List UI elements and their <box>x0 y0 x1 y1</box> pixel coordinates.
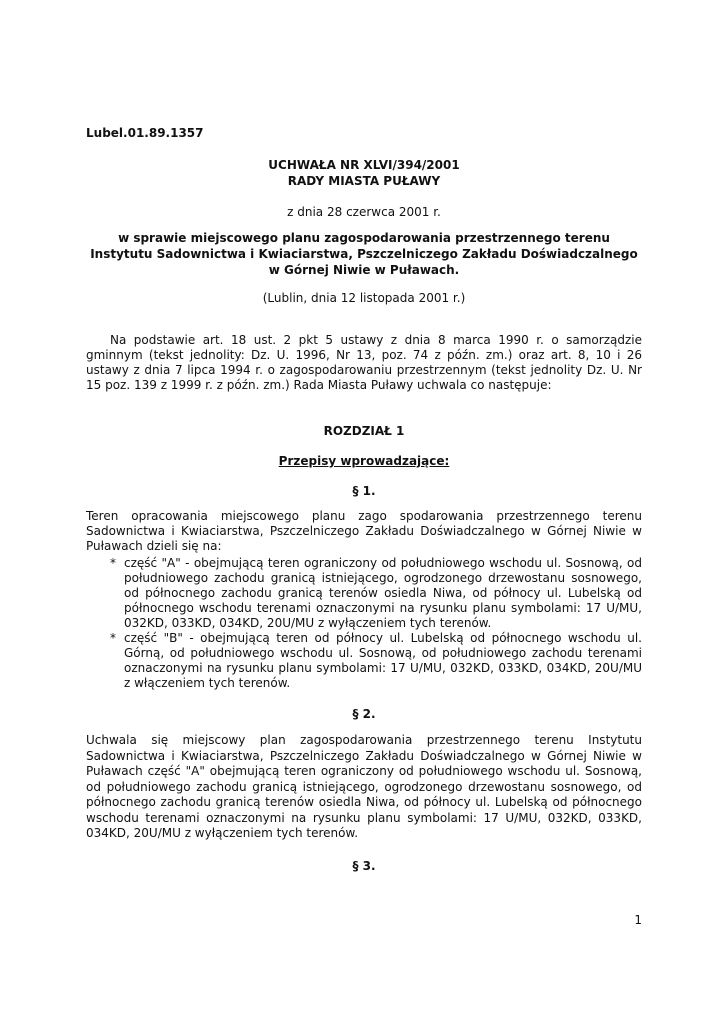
document-page <box>86 0 642 1024</box>
preamble: Na podstawie art. 18 ust. 2 pkt 5 ustawy z dnia 8 marca 1990 r. o samorządzie gminnym (tekst jednolity: Dz. U. 1996, Nr 13, poz. 74 z późn. zm.) oraz art. 8, 10 i 26 ustawy z dnia 7 lipca 1994 r. o zagospodarowaniu przestrzennym (tekst jednolity Dz. U. Nr 15 poz. 139 z 1999 r. z późn. zm.) Rada Miasta Puławy uchwala co następuje: <box>86 333 642 392</box>
list-item-text: część "A" - obejmującą teren ograniczony od południowego wschodu ul. Sosnową, od południowego zachodu granicą istniejącego, ogrodzonego drzewostanu sosnowego, od północnego zachodu granicą terenów osiedla Niwa, od północy ul. Lubelską od północnego wschodu terenami oznaczonymi na rysunku planu symbolami: 17 U/MU, 032KD, 033KD, 034KD, 20U/MU z wyłączeniem tych terenów. <box>124 556 642 630</box>
section-3-heading: § 3. <box>352 859 376 873</box>
resolution-subject: w sprawie miejscowego planu zagospodarowania przestrzennego terenu Instytutu Sadownictwa i Kwiaciarstwa, Pszczelniczego Zakładu Doświadczalnego w Górnej Niwie w Puławach. <box>90 231 638 277</box>
list-item <box>86 631 642 691</box>
list-item <box>86 556 642 631</box>
bullet-marker: * <box>110 556 116 570</box>
section-2-heading: § 2. <box>352 707 376 721</box>
bullet-marker: * <box>110 631 116 645</box>
section-1-heading: § 1. <box>352 484 376 498</box>
publication-note: (Lublin, dnia 12 listopada 2001 r.) <box>262 291 466 305</box>
resolution-date: z dnia 28 czerwca 2001 r. <box>287 205 441 219</box>
document-reference: Lubel.01.89.1357 <box>86 126 204 140</box>
section-1-intro: Teren opracowania miejscowego planu zago spodarowania przestrzennego terenu Sadownictwa i Kwiaciarstwa, Pszczelniczego Zakładu Doświadczalnego w Górnej Niwie w Puławach dzieli się na: <box>86 509 642 553</box>
section-1-list <box>86 556 642 691</box>
council-name: RADY MIASTA PUŁAWY <box>287 174 441 188</box>
chapter-title: Przepisy wprowadzające: <box>278 454 450 468</box>
chapter-heading: ROZDZIAŁ 1 <box>323 424 405 438</box>
list-item-text: część "B" - obejmującą teren od północy ul. Lubelską od północnego wschodu ul. Górną, od południowego wschodu ul. Sosnową, od południowego zachodu terenami oznaczonymi na rysunku planu symbolami: 17 U/MU, 032KD, 033KD, 034KD, 20U/MU z włączeniem tych terenów. <box>124 631 642 690</box>
section-2-text: Uchwala się miejscowy plan zagospodarowania przestrzennego terenu Instytutu Sadownictwa i Kwiaciarstwa, Pszczelniczego Zakładu Doświadczalnego w Górnej Niwie w Puławach część "A" obejmującą teren ograniczony od południowego wschodu ul. Sosnową, od południowego zachodu granicą istniejącego, ogrodzonego drzewostanu sosnowego, od północnego zachodu granicą terenów osiedla Niwa, od północy ul. Lubelską od północnego wschodu terenami oznaczonymi na rysunku planu symbolami: 17 U/MU, 032KD, 033KD, 034KD, 20U/MU z wyłączeniem tych terenów. <box>86 733 642 840</box>
resolution-title: UCHWAŁA NR XLVI/394/2001 <box>268 158 460 172</box>
page-number: 1 <box>634 913 642 927</box>
